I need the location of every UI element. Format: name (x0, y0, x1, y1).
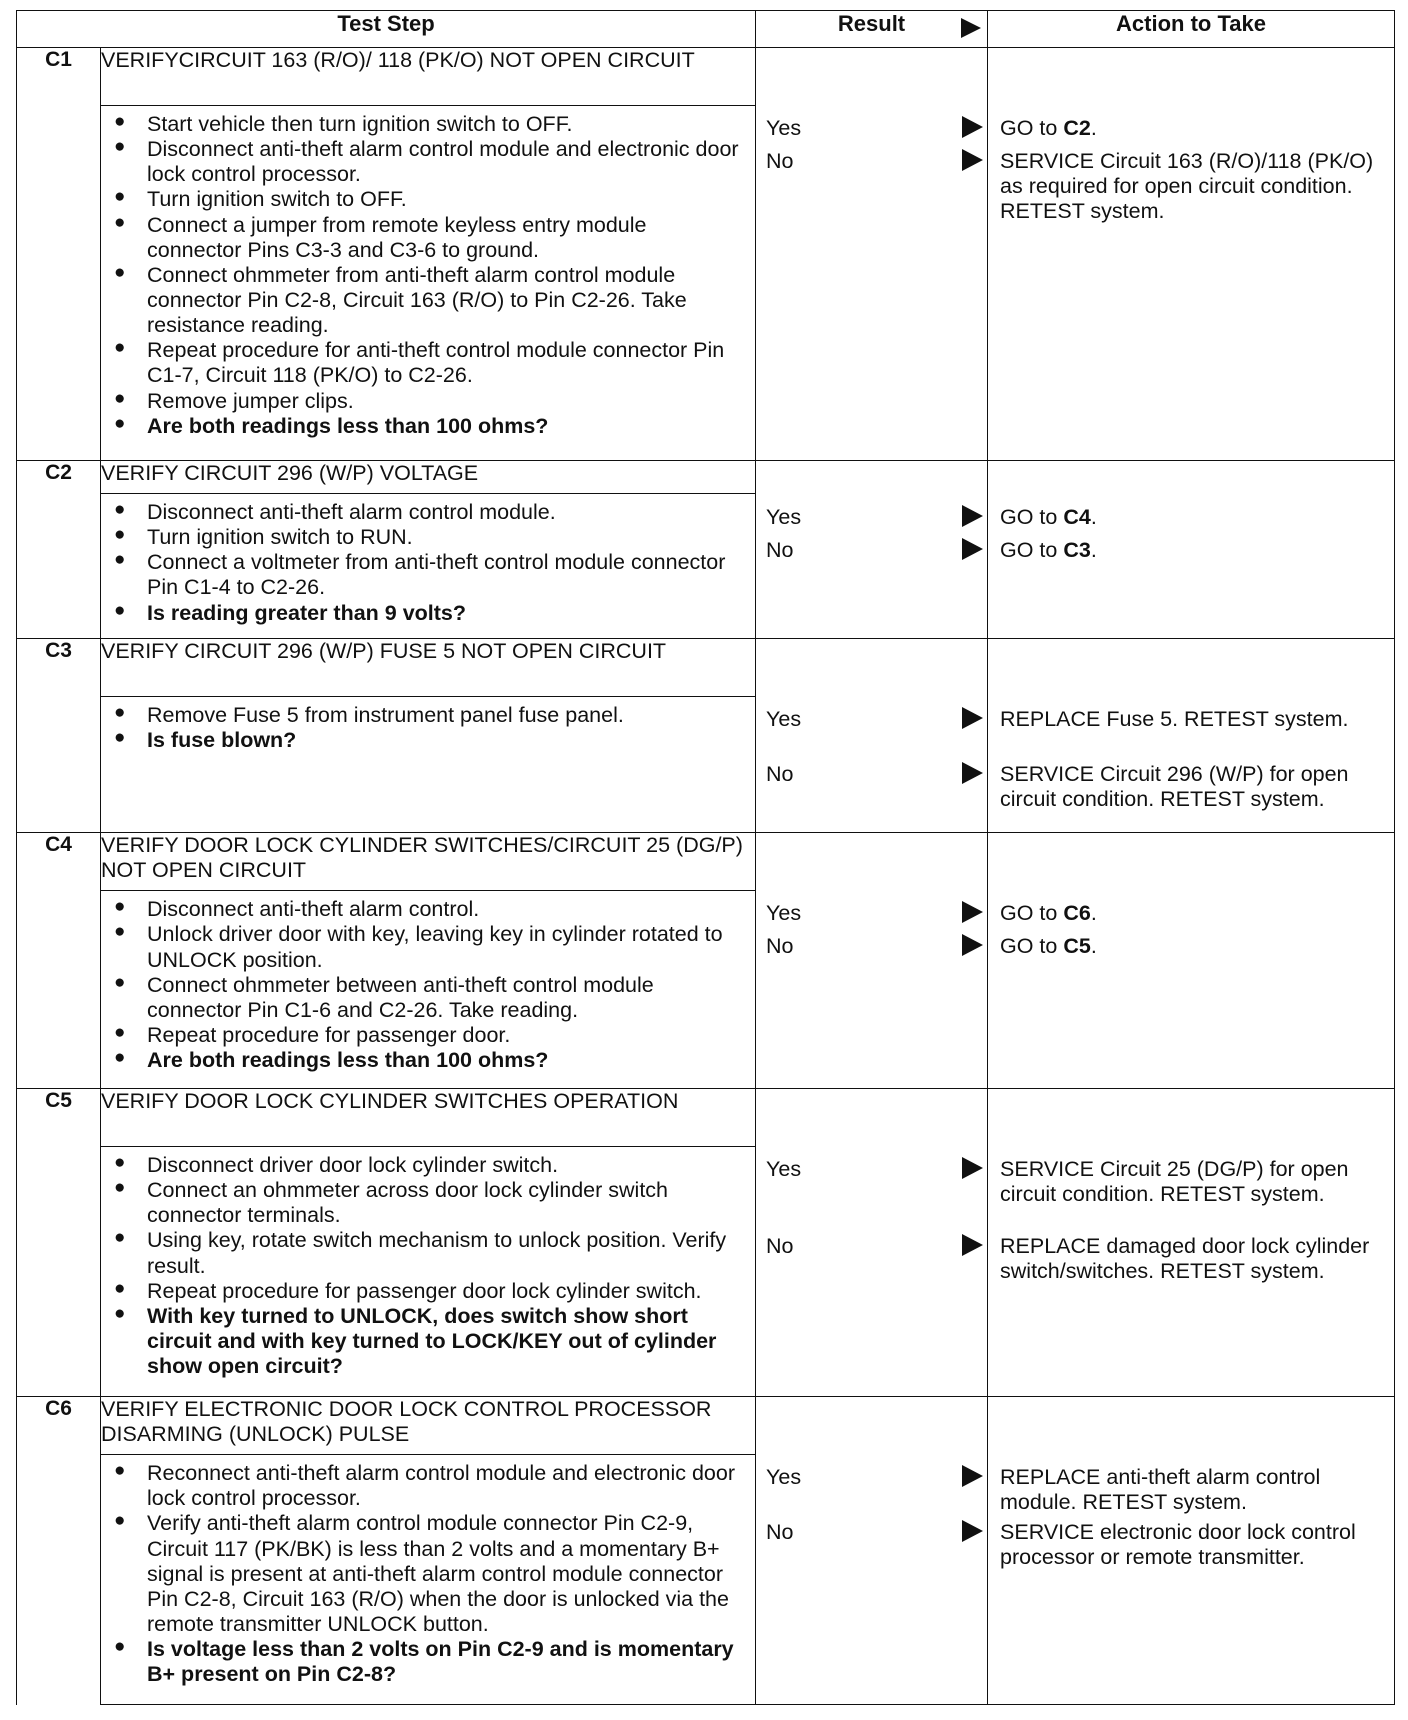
result-yes (766, 116, 983, 142)
step-procedure (101, 105, 756, 460)
step-result-cell (756, 460, 988, 638)
result-label: No (766, 537, 794, 562)
step-title-row (17, 1396, 1395, 1454)
step-id: C1 (17, 47, 101, 460)
result-label: Yes (766, 504, 802, 529)
procedure-list (101, 494, 755, 632)
result-yes (766, 1465, 983, 1491)
action-text: GO to (1000, 933, 1064, 958)
step-action-cell (988, 460, 1395, 638)
result-no (766, 149, 983, 175)
procedure-question: ● Are both readings less than 100 ohms? (101, 1048, 745, 1073)
action-text: GO to (1000, 537, 1064, 562)
procedure-item: ● Connect ohmmeter from anti-theft alarm control module connector Pin C2-8, Circuit 163 (R/O) to Pin C2-26. Take resistance reading. (101, 263, 745, 338)
action-yes (1000, 505, 1388, 530)
procedure-item: ● Connect a voltmeter from anti-theft control module connector Pin C1-4 to C2-26. (101, 550, 745, 600)
step-action-cell (988, 832, 1395, 1088)
step-result-cell (756, 832, 988, 1088)
procedure-question: ● Is fuse blown? (101, 728, 745, 753)
action-suffix: . (1090, 537, 1097, 562)
step-title-row (17, 638, 1395, 696)
action-no (1000, 1234, 1388, 1284)
procedure-item: ● Remove jumper clips. (101, 389, 745, 414)
result-yes (766, 505, 983, 531)
action-target-step: C2 (1063, 115, 1091, 140)
result-yes (766, 707, 983, 733)
action-no (1000, 538, 1388, 563)
action-suffix: . (1090, 115, 1097, 140)
procedure-item: ● Connect an ohmmeter across door lock cylinder switch connector terminals. (101, 1178, 745, 1228)
action-yes (1000, 901, 1388, 926)
step-title-row (17, 1088, 1395, 1146)
action-text: REPLACE damaged door lock cylinder switch/switches. RETEST system. (1000, 1233, 1370, 1283)
action-text: GO to (1000, 504, 1064, 529)
action-yes (1000, 707, 1388, 732)
result-yes (766, 1157, 983, 1183)
action-text: REPLACE anti-theft alarm control module. RETEST system. (1000, 1464, 1321, 1514)
action-target-step: C3 (1063, 537, 1091, 562)
procedure-item: ● Verify anti-theft alarm control module connector Pin C2-9, Circuit 117 (PK/BK) is less than 2 volts and a momentary B+ signal is present at anti-theft alarm control module connector Pin C2-8, Circuit 163 (R/O) when the door is unlocked via the remote transmitter UNLOCK button. (101, 1511, 745, 1637)
step-title: VERIFYCIRCUIT 163 (R/O)/ 118 (PK/O) NOT OPEN CIRCUIT (101, 47, 756, 105)
procedure-list (101, 1455, 755, 1693)
pinpoint-test-table (16, 10, 1395, 1705)
action-text: GO to (1000, 115, 1064, 140)
result-label: No (766, 1519, 794, 1544)
arrow-right-icon (962, 1157, 983, 1179)
result-no (766, 538, 983, 564)
procedure-item: ● Repeat procedure for passenger door. (101, 1023, 745, 1048)
step-result-cell (756, 1088, 988, 1396)
step-procedure (101, 1455, 756, 1705)
procedure-item: ● Reconnect anti-theft alarm control module and electronic door lock control processor. (101, 1461, 745, 1511)
procedure-item: ● Remove Fuse 5 from instrument panel fuse panel. (101, 703, 745, 728)
action-target-step: C5 (1063, 933, 1091, 958)
procedure-item: ● Disconnect anti-theft alarm control. (101, 897, 745, 922)
result-label: Yes (766, 115, 802, 140)
header-test-step: Test Step (17, 11, 756, 48)
procedure-question: ● With key turned to UNLOCK, does switch show short circuit and with key turned to LOCK/KEY out of cylinder show open circuit? (101, 1304, 745, 1379)
action-no (1000, 1520, 1388, 1570)
step-title: VERIFY CIRCUIT 296 (W/P) VOLTAGE (101, 460, 756, 493)
procedure-item: ● Connect ohmmeter between anti-theft control module connector Pin C1-6 and C2-26. Take reading. (101, 973, 745, 1023)
procedure-item: ● Repeat procedure for passenger door lock cylinder switch. (101, 1279, 745, 1304)
arrow-right-icon (962, 505, 983, 527)
step-id: C5 (17, 1088, 101, 1396)
result-label: No (766, 148, 794, 173)
arrow-right-icon (961, 18, 981, 38)
step-procedure (101, 891, 756, 1088)
action-target-step: C4 (1063, 504, 1091, 529)
step-result-cell (756, 47, 988, 460)
result-yes (766, 901, 983, 927)
header-result-label: Result (837, 11, 906, 36)
action-target-step: C6 (1063, 900, 1091, 925)
arrow-right-icon (962, 1520, 983, 1542)
arrow-right-icon (962, 934, 983, 956)
procedure-question: ● Is reading greater than 9 volts? (101, 601, 745, 626)
action-text: SERVICE Circuit 25 (DG/P) for open circuit condition. RETEST system. (1000, 1156, 1349, 1206)
action-yes (1000, 1157, 1388, 1207)
arrow-right-icon (962, 1465, 983, 1487)
result-label: Yes (766, 1156, 802, 1181)
step-title-row (17, 832, 1395, 890)
result-label: Yes (766, 900, 802, 925)
action-suffix: . (1090, 504, 1097, 529)
action-text: SERVICE Circuit 163 (R/O)/118 (PK/O) as required for open circuit condition. RETEST system. (1000, 148, 1374, 223)
arrow-right-icon (962, 116, 983, 138)
action-text: SERVICE electronic door lock control processor or remote transmitter. (1000, 1519, 1356, 1569)
procedure-item: ● Start vehicle then turn ignition switch to OFF. (101, 112, 745, 137)
step-procedure (101, 697, 756, 833)
step-id: C6 (17, 1396, 101, 1704)
procedure-question: ● Is voltage less than 2 volts on Pin C2-9 and is momentary B+ present on Pin C2-8? (101, 1637, 745, 1687)
step-title-row (17, 460, 1395, 493)
procedure-item: ● Connect a jumper from remote keyless entry module connector Pins C3-3 and C3-6 to ground. (101, 213, 745, 263)
action-text: SERVICE Circuit 296 (W/P) for open circuit condition. RETEST system. (1000, 761, 1349, 811)
step-action-cell (988, 47, 1395, 460)
step-procedure (101, 494, 756, 639)
result-label: No (766, 933, 794, 958)
step-action-cell (988, 1396, 1395, 1704)
procedure-item: ● Unlock driver door with key, leaving key in cylinder rotated to UNLOCK position. (101, 922, 745, 972)
arrow-right-icon (962, 762, 983, 784)
result-label: No (766, 1233, 794, 1258)
step-title: VERIFY ELECTRONIC DOOR LOCK CONTROL PROCESSOR DISARMING (UNLOCK) PULSE (101, 1396, 756, 1454)
diagnostic-sheet (16, 10, 1394, 1705)
result-label: No (766, 761, 794, 786)
action-no (1000, 762, 1388, 812)
header-result (756, 11, 988, 48)
action-suffix: . (1090, 900, 1097, 925)
result-no (766, 934, 983, 960)
procedure-item: ● Disconnect driver door lock cylinder switch. (101, 1153, 745, 1178)
header-row (17, 11, 1395, 48)
procedure-item: ● Repeat procedure for anti-theft control module connector Pin C1-7, Circuit 118 (PK/O) to C2-26. (101, 338, 745, 388)
action-text: REPLACE Fuse 5. RETEST system. (1000, 706, 1349, 731)
procedure-list (101, 697, 755, 759)
result-no (766, 1234, 983, 1260)
procedure-item: ● Disconnect anti-theft alarm control module and electronic door lock control processor. (101, 137, 745, 187)
action-suffix: . (1090, 933, 1097, 958)
step-action-cell (988, 1088, 1395, 1396)
action-no (1000, 149, 1388, 224)
procedure-question: ● Are both readings less than 100 ohms? (101, 414, 745, 439)
procedure-item: ● Turn ignition switch to OFF. (101, 187, 745, 212)
step-action-cell (988, 638, 1395, 832)
action-text: GO to (1000, 900, 1064, 925)
procedure-item: ● Using key, rotate switch mechanism to unlock position. Verify result. (101, 1228, 745, 1278)
arrow-right-icon (962, 707, 983, 729)
step-id: C3 (17, 638, 101, 832)
result-label: Yes (766, 706, 802, 731)
arrow-right-icon (962, 1234, 983, 1256)
result-no (766, 1520, 983, 1546)
step-id: C4 (17, 832, 101, 1088)
action-yes (1000, 1465, 1388, 1515)
result-label: Yes (766, 1464, 802, 1489)
step-title: VERIFY CIRCUIT 296 (W/P) FUSE 5 NOT OPEN CIRCUIT (101, 638, 756, 696)
action-no (1000, 934, 1388, 959)
step-title: VERIFY DOOR LOCK CYLINDER SWITCHES/CIRCUIT 25 (DG/P) NOT OPEN CIRCUIT (101, 832, 756, 890)
step-title: VERIFY DOOR LOCK CYLINDER SWITCHES OPERATION (101, 1088, 756, 1146)
step-result-cell (756, 638, 988, 832)
procedure-list (101, 106, 755, 445)
arrow-right-icon (962, 149, 983, 171)
arrow-right-icon (962, 538, 983, 560)
result-no (766, 762, 983, 788)
procedure-item: ● Disconnect anti-theft alarm control module. (101, 500, 745, 525)
header-action: Action to Take (988, 11, 1395, 48)
step-id: C2 (17, 460, 101, 638)
procedure-list (101, 1147, 755, 1385)
action-yes (1000, 116, 1388, 141)
step-result-cell (756, 1396, 988, 1704)
arrow-right-icon (962, 901, 983, 923)
step-procedure (101, 1147, 756, 1397)
procedure-list (101, 891, 755, 1079)
step-title-row (17, 47, 1395, 105)
procedure-item: ● Turn ignition switch to RUN. (101, 525, 745, 550)
